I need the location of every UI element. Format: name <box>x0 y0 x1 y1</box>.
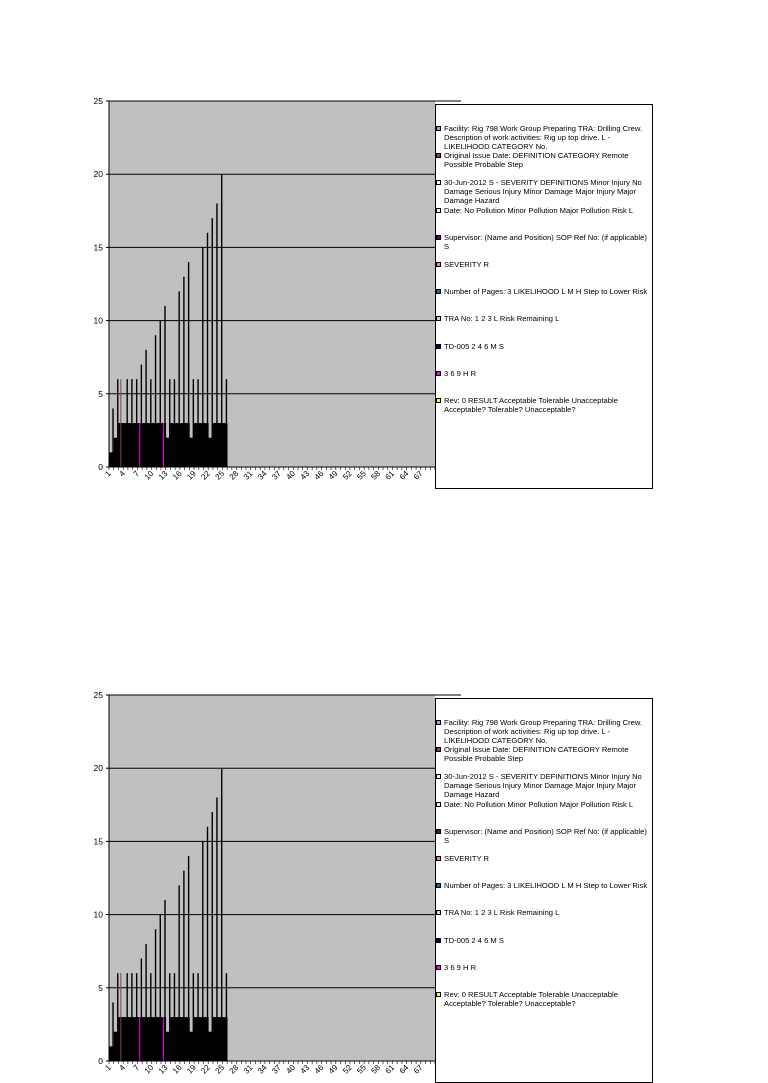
x-tick-label: 10 <box>142 469 156 482</box>
bar <box>188 856 189 1061</box>
x-tick-label: 61 <box>383 1063 397 1076</box>
legend-label: Number of Pages: 3 LIKELIHOOD L M H Step to Lower Risk <box>444 287 648 297</box>
x-tick-label: 22 <box>199 469 212 482</box>
bar <box>160 321 161 467</box>
bar <box>155 335 156 467</box>
x-tick-label: 13 <box>156 1063 170 1076</box>
bar <box>122 423 123 467</box>
x-tick-label: 67 <box>411 469 425 482</box>
legend-swatch <box>436 235 441 240</box>
legend-swatch <box>436 992 441 997</box>
legend-label: TD-005 2 4 6 M S <box>444 341 504 351</box>
legend-item <box>436 342 650 351</box>
x-tick-label: 46 <box>312 469 326 482</box>
bar <box>207 827 208 1061</box>
legend-swatch <box>436 720 441 725</box>
bar <box>136 379 137 467</box>
x-tick-label: 28 <box>227 469 241 482</box>
legend-item <box>436 772 650 799</box>
bar <box>145 944 146 1061</box>
legend-label: Original Issue Date: DEFINITION CATEGORY Remote Possible Probable Step <box>444 151 629 170</box>
x-tick-label: 34 <box>256 1063 269 1076</box>
y-tick-label: 25 <box>93 690 103 700</box>
legend-item <box>436 881 650 890</box>
legend-label: 3 6 9 H R <box>444 962 477 972</box>
legend-item <box>436 287 650 296</box>
x-tick-label: 25 <box>213 1063 227 1076</box>
y-tick-label: 20 <box>93 763 103 774</box>
legend-item <box>436 963 650 972</box>
y-tick-label: 5 <box>98 982 103 993</box>
x-tick-label: 34 <box>256 469 269 482</box>
x-tick-label: 37 <box>270 469 283 482</box>
x-tick-label: 13 <box>156 469 170 482</box>
x-tick-label: 7 <box>131 1063 142 1073</box>
bar <box>112 1002 113 1061</box>
legend-label: Original Issue Date: DEFINITION CATEGORY Remote Possible Probable Step <box>444 745 629 764</box>
legend-label: Facility: Rig 798 Work Group Preparing TRA: Drilling Crew. Description of work activities: Rig up top drive. L - LIKELIHOOD CATEGORY No. <box>444 124 643 151</box>
legend-item <box>436 314 650 323</box>
bar <box>221 768 222 1061</box>
bar <box>174 379 175 467</box>
legend-swatch <box>436 802 441 807</box>
bar <box>193 973 194 1061</box>
legend-item <box>436 233 650 251</box>
bar <box>131 973 132 1061</box>
bar <box>226 973 227 1061</box>
legend-item <box>436 908 650 917</box>
bar <box>131 379 132 467</box>
x-tick-label: 16 <box>170 1063 184 1076</box>
bar <box>145 350 146 467</box>
x-tick-label: 4 <box>117 469 127 479</box>
x-tick-label: 40 <box>284 1063 298 1076</box>
x-tick-label: 49 <box>326 469 340 482</box>
legend-swatch <box>436 126 441 131</box>
x-tick-label: 4 <box>117 1063 127 1073</box>
bar-accent <box>139 1017 140 1061</box>
plot-area <box>109 101 435 467</box>
y-tick-label: 15 <box>93 242 103 253</box>
legend-swatch <box>436 910 441 915</box>
bar <box>112 408 113 467</box>
legend-label: TRA No: 1 2 3 L Risk Remaining L <box>444 908 560 918</box>
legend-item <box>436 800 650 809</box>
legend-label: Supervisor: (Name and Position) SOP Ref No: (if applicable) S <box>444 232 647 251</box>
bar <box>188 262 189 467</box>
legend-swatch <box>436 747 441 752</box>
legend-swatch <box>436 344 441 349</box>
bar <box>141 365 142 467</box>
bar <box>150 379 151 467</box>
legend-label: 30-Jun-2012 S - SEVERITY DEFINITIONS Minor Injury No Damage Serious Injury Minor Damage Major Injury Major Damage Hazard <box>444 772 642 800</box>
legend-swatch <box>436 774 441 779</box>
legend-label: Facility: Rig 798 Work Group Preparing TRA: Drilling Crew. Description of work activities: Rig up top drive. L - LIKELIHOOD CATEGORY No. <box>444 718 643 745</box>
legend-item <box>436 151 650 169</box>
x-tick-label: 55 <box>355 469 368 482</box>
legend-item <box>436 854 650 863</box>
x-tick-label: 1 <box>103 1063 113 1073</box>
y-tick-label: 0 <box>98 1056 103 1066</box>
x-tick-label: 25 <box>213 469 227 482</box>
legend-label: 3 6 9 H R <box>444 368 477 378</box>
legend-label: SEVERITY R <box>444 260 490 269</box>
bar <box>183 277 184 467</box>
legend-item <box>436 718 650 745</box>
legend-swatch <box>436 262 441 267</box>
bar <box>155 929 156 1061</box>
legend-item <box>436 124 650 151</box>
x-tick-label: 16 <box>170 469 184 482</box>
legend-swatch <box>436 965 441 970</box>
bar <box>117 379 118 467</box>
bar <box>197 379 198 467</box>
bar <box>178 885 179 1061</box>
bar <box>164 900 165 1061</box>
chart-1 <box>94 96 461 482</box>
bar <box>122 1017 123 1061</box>
bar <box>136 973 137 1061</box>
legend-swatch <box>436 856 441 861</box>
bar-accent <box>139 423 140 467</box>
bar <box>117 973 118 1061</box>
x-tick-label: 1 <box>103 469 113 479</box>
bar <box>141 959 142 1061</box>
legend-label: Rev: 0 RESULT Acceptable Tolerable Unacceptable Acceptable? Tolerable? Unacceptable? <box>444 990 618 1008</box>
legend-label: TRA No: 1 2 3 L Risk Remaining L <box>444 314 560 324</box>
bar <box>212 812 213 1061</box>
legend-item <box>436 178 650 205</box>
y-tick-label: 5 <box>98 388 103 399</box>
y-tick-label: 25 <box>93 96 103 106</box>
y-tick-label: 10 <box>93 315 103 326</box>
legend-item <box>436 827 650 845</box>
bar <box>150 973 151 1061</box>
legend-swatch <box>436 289 441 294</box>
bar <box>193 379 194 467</box>
bar <box>164 306 165 467</box>
x-tick-label: 43 <box>298 469 312 482</box>
x-tick-label: 22 <box>199 1063 212 1076</box>
legend-label: SEVERITY R <box>444 854 490 863</box>
bar <box>174 973 175 1061</box>
legend-label: TD-005 2 4 6 M S <box>444 935 504 945</box>
legend-label: Date: No Pollution Minor Pollution Major Pollution Risk L <box>444 799 634 809</box>
legend-item <box>436 990 650 1008</box>
bar-accent <box>163 423 164 467</box>
x-tick-label: 64 <box>397 1063 411 1076</box>
x-tick-label: 58 <box>369 469 383 482</box>
legend-swatch <box>436 398 441 403</box>
bar <box>207 233 208 467</box>
bar-accent <box>163 1017 164 1061</box>
x-tick-label: 46 <box>312 1063 326 1076</box>
legend-label: Rev: 0 RESULT Acceptable Tolerable Unacceptable Acceptable? Tolerable? Unacceptable? <box>444 396 618 414</box>
legend-label: Date: No Pollution Minor Pollution Major Pollution Risk L <box>444 205 634 215</box>
y-tick-label: 0 <box>98 462 103 472</box>
bar <box>178 291 179 467</box>
x-tick-label: 43 <box>298 1063 312 1076</box>
legend <box>435 104 653 489</box>
legend-item <box>436 936 650 945</box>
legend-swatch <box>436 180 441 185</box>
x-tick-label: 7 <box>131 469 142 479</box>
bar <box>126 379 127 467</box>
legend-swatch <box>436 153 441 158</box>
x-tick-label: 10 <box>142 1063 156 1076</box>
legend-swatch <box>436 829 441 834</box>
bar <box>169 379 170 467</box>
x-tick-label: 64 <box>397 469 411 482</box>
x-tick-label: 31 <box>241 469 255 482</box>
bar <box>221 174 222 467</box>
legend-swatch <box>436 883 441 888</box>
legend-item <box>436 369 650 378</box>
x-tick-label: 19 <box>185 1063 198 1076</box>
bar <box>216 203 217 467</box>
bar <box>160 915 161 1061</box>
bar <box>202 841 203 1061</box>
x-tick-label: 58 <box>369 1063 383 1076</box>
bar <box>212 218 213 467</box>
x-tick-label: 67 <box>411 1063 425 1076</box>
y-tick-label: 15 <box>93 836 103 847</box>
legend-item <box>436 745 650 763</box>
chart-2 <box>94 690 461 1076</box>
x-tick-label: 19 <box>185 469 198 482</box>
legend-label: 30-Jun-2012 S - SEVERITY DEFINITIONS Minor Injury No Damage Serious Injury Minor Damage Major Injury Major Damage Hazard <box>444 178 642 206</box>
plot-area <box>109 695 435 1061</box>
legend <box>435 698 653 1083</box>
bar <box>197 973 198 1061</box>
x-tick-label: 52 <box>341 469 354 482</box>
bar <box>216 797 217 1061</box>
legend-swatch <box>436 371 441 376</box>
legend-label: Supervisor: (Name and Position) SOP Ref No: (if applicable) S <box>444 826 647 845</box>
bar <box>183 871 184 1061</box>
bar <box>226 379 227 467</box>
x-tick-label: 31 <box>241 1063 255 1076</box>
x-tick-label: 40 <box>284 469 298 482</box>
x-tick-label: 52 <box>341 1063 354 1076</box>
y-tick-label: 20 <box>93 169 103 180</box>
x-tick-label: 55 <box>355 1063 368 1076</box>
x-tick-label: 37 <box>270 1063 283 1076</box>
legend-swatch <box>436 316 441 321</box>
x-tick-label: 49 <box>326 1063 340 1076</box>
y-tick-label: 10 <box>93 909 103 920</box>
legend-item <box>436 396 650 414</box>
x-tick-label: 28 <box>227 1063 241 1076</box>
bar <box>169 973 170 1061</box>
legend-item <box>436 260 650 269</box>
bar-accent <box>120 379 121 467</box>
legend-label: Number of Pages: 3 LIKELIHOOD L M H Step to Lower Risk <box>444 881 648 891</box>
legend-swatch <box>436 208 441 213</box>
legend-swatch <box>436 938 441 943</box>
bar <box>202 247 203 467</box>
bar-accent <box>120 973 121 1061</box>
x-tick-label: 61 <box>383 469 397 482</box>
legend-item <box>436 206 650 215</box>
bar <box>126 973 127 1061</box>
